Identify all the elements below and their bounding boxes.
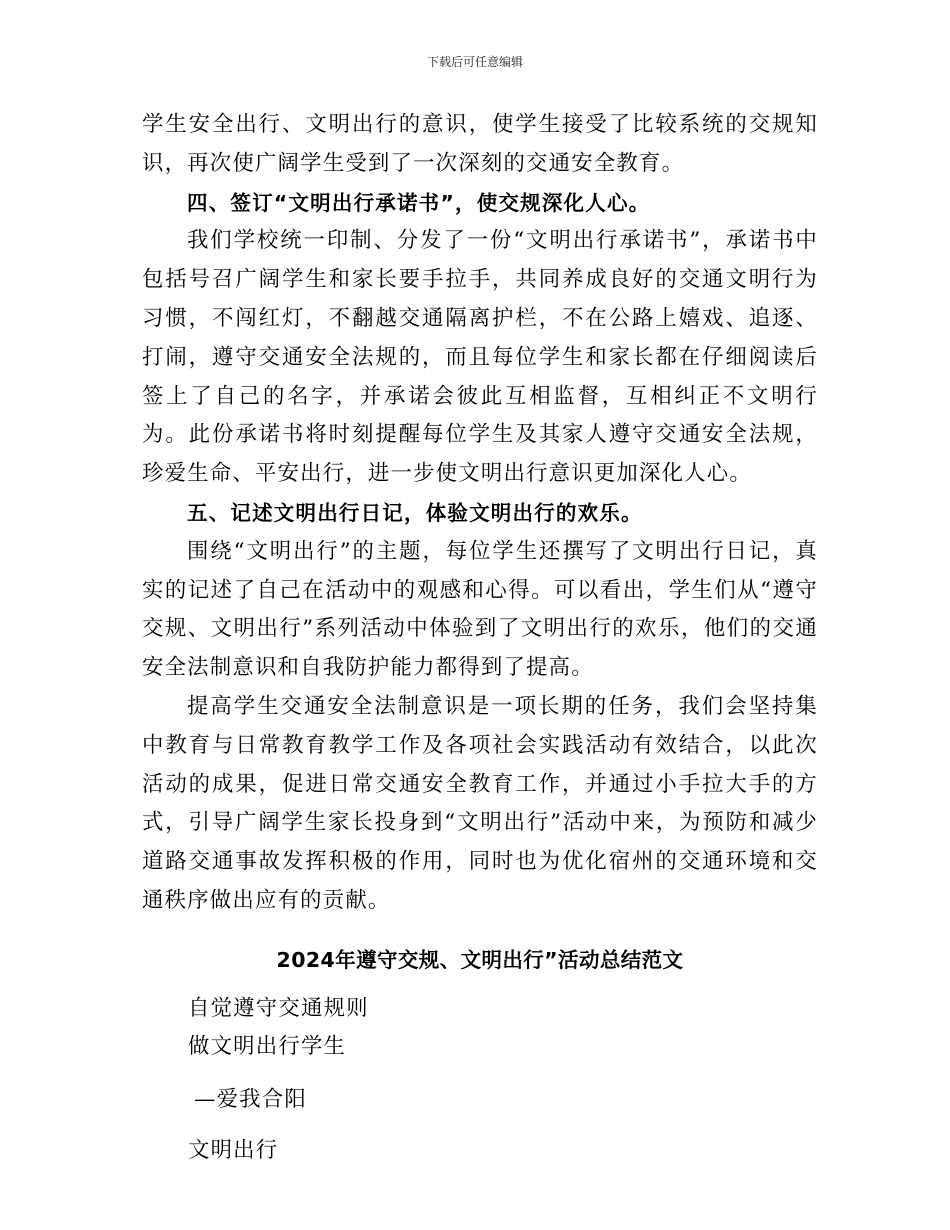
paragraph-section-four: 我们学校统一印制、分发了一份“文明出行承诺书”，承诺书中包括号召广阔学生和家长要手拉手，共同养成良好的交通文明行为习惯，不闯红灯，不翻越交通隔离护栏，不在公路上嬉戏、追逐、打闹，遵守交通安全法规的，而且每位学生和家长都在仔细阅读后签上了自己的名字，并承诺会彼此互相监督，互相纠正不文明行为。此份承诺书将时刻提醒每位学生及其家人遵守交通安全法规，珍爱生命、平安出行，进一步使文明出行意识更加深化人心。	[142, 228, 818, 487]
poem-line-2: 做文明出行学生	[188, 1034, 347, 1060]
paragraph-conclusion: 提高学生交通安全法制意识是一项长期的任务，我们会坚持集中教育与日常教育教学工作及各项社会实践活动有效结合，以此次活动的成果，促进日常交通安全教育工作，并通过小手拉大手的方式，引导广阔学生家长投身到“文明出行”活动中来，为预防和减少道路交通事故发挥积极的作用，同时也为优化宿州的交通环境和交通秩序做出应有的贡献。	[142, 693, 818, 913]
heading-section-four: 四、签订“文明出行承诺书”，使交规深化人心。	[187, 190, 651, 215]
paragraph-section-five: 围绕“文明出行”的主题，每位学生还撰写了文明出行日记，真实的记述了自己在活动中的观感和心得。可以看出，学生们从“遵守交规、文明出行”系列活动中体验到了文明出行的欢乐，他们的交通安全法制意识和自我防护能力都得到了提高。	[142, 538, 818, 681]
poem-line-1: 自觉遵守交通规则	[188, 995, 369, 1021]
document-body	[142, 106, 818, 1171]
paragraph-intro: 学生安全出行、文明出行的意识，使学生接受了比较系统的交规知识，再次使广阔学生受到了一次深刻的交通安全教育。	[142, 112, 818, 176]
heading-section-five: 五、记述文明出行日记，体验文明出行的欢乐。	[187, 500, 643, 525]
document-title: 2024年遵守交规、文明出行”活动总结范文	[276, 947, 684, 972]
poem-line-3: 文明出行	[188, 1137, 279, 1163]
poem-dedication: —爱我合阳	[194, 1087, 307, 1113]
page-header-note: 下载后可任意编辑	[426, 55, 523, 69]
